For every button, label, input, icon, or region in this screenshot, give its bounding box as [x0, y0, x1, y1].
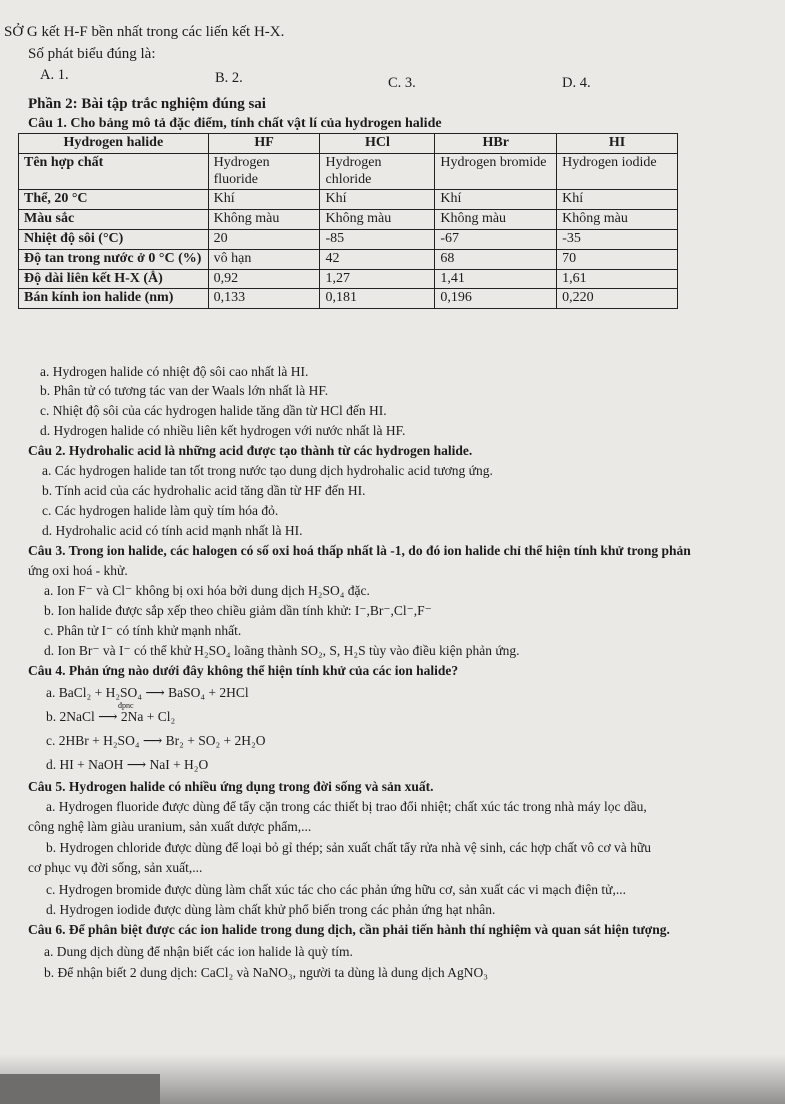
table-header: HI [557, 134, 678, 154]
intro-line: SỞ G kết H-F bền nhất trong các liến kết H-X. [4, 24, 285, 40]
page-shadow-corner [0, 1074, 160, 1104]
table-row [19, 249, 678, 269]
q6-title: Câu 6. Để phân biệt được các ion halide trong dung dịch, cần phải tiến hành thí nghiệm và quan sát hiện tượng. [28, 922, 670, 937]
table-cell: 0,133 [208, 289, 320, 309]
table-row-label: Tên hợp chất [19, 153, 209, 190]
q2-statement-c: c. Các hydrogen halide làm quỳ tím hóa đỏ. [42, 503, 279, 518]
q2-statement-b: b. Tính acid của các hydrohalic acid tăng dần từ HF đến HI. [42, 483, 366, 498]
q4-reaction-b: b. 2NaCl ⟶ 2Na + Cl₂ [46, 709, 176, 724]
table-cell: Không màu [435, 210, 557, 230]
table-cell: 0,92 [208, 269, 320, 289]
table-cell: 1,41 [435, 269, 557, 289]
table-row [19, 289, 678, 309]
q4-reaction-b-condition: đpnc [118, 701, 134, 710]
hydrogen-halide-table [18, 133, 678, 309]
table-header-row [19, 134, 678, 154]
option-c: C. 3. [388, 75, 416, 91]
q6-statement-b: b. Để nhận biết 2 dung dịch: CaCl₂ và NaNO₃, người ta dùng là dung dịch AgNO₃ [44, 965, 489, 980]
q3-statement-d: d. Ion Br⁻ và I⁻ có thể khử H₂SO₄ loãng thành SO₂, S, H₂S tùy vào điều kiện phản ứng. [44, 643, 520, 658]
q3-title-line1: Câu 3. Trong ion halide, các halogen có số oxi hoá thấp nhất là -1, do đó ion halide chỉ thể hiện tính khử trong phản [28, 543, 691, 558]
q4-title: Câu 4. Phản ứng nào dưới đây không thể hiện tính khử của các ion halide? [28, 663, 459, 678]
table-cell: -67 [435, 229, 557, 249]
q4-reaction-c: c. 2HBr + H₂SO₄ ⟶ Br₂ + SO₂ + 2H₂O [46, 733, 266, 748]
option-a: A. 1. [40, 67, 69, 83]
q3-statement-b: b. Ion halide được sắp xếp theo chiều giảm dần tính khử: I⁻,Br⁻,Cl⁻,F⁻ [44, 603, 432, 618]
table-row [19, 210, 678, 230]
q2-statement-d: d. Hydrohalic acid có tính acid mạnh nhất là HI. [42, 523, 303, 538]
table-row-label: Màu sắc [19, 210, 209, 230]
q4-reaction-a: a. BaCl₂ + H₂SO₄ ⟶ BaSO₄ + 2HCl [46, 685, 249, 700]
table-cell: Khí [435, 190, 557, 210]
q5-statement-b-line2: cơ phục vụ đời sống, sản xuất,... [28, 860, 203, 875]
table-cell: Hydrogen fluoride [208, 153, 320, 190]
q1-statement-d: d. Hydrogen halide có nhiều liên kết hydrogen với nước nhất là HF. [40, 423, 406, 438]
table-cell: 0,196 [435, 289, 557, 309]
table-cell: 42 [320, 249, 435, 269]
q6-statement-a: a. Dung dịch dùng để nhận biết các ion halide là quỳ tím. [44, 944, 353, 959]
q3-statement-c: c. Phân tử I⁻ có tính khử mạnh nhất. [44, 623, 242, 638]
table-cell: Khí [208, 190, 320, 210]
q1-statement-a: a. Hydrogen halide có nhiệt độ sôi cao nhất là HI. [40, 364, 309, 379]
q3-title-line2: ứng oxi hoá - khử. [28, 563, 128, 578]
table-row [19, 153, 678, 190]
table-cell: -85 [320, 229, 435, 249]
table-cell: -35 [557, 229, 678, 249]
count-line: Số phát biểu đúng là: [28, 46, 156, 62]
q1-title: Câu 1. Cho bảng mô tả đặc điểm, tính chất vật lí của hydrogen halide [28, 116, 442, 131]
table-header: HF [208, 134, 320, 154]
q2-title: Câu 2. Hydrohalic acid là những acid được tạo thành từ các hydrogen halide. [28, 443, 473, 458]
table-row-label: Nhiệt độ sôi (°C) [19, 229, 209, 249]
table-cell: Không màu [320, 210, 435, 230]
option-b: B. 2. [215, 70, 243, 86]
table-cell: vô hạn [208, 249, 320, 269]
q1-statement-b: b. Phân tử có tương tác van der Waals lớn nhất là HF. [40, 383, 329, 398]
table-cell: Hydrogen bromide [435, 153, 557, 190]
table-cell: 70 [557, 249, 678, 269]
table-cell: Hydrogen iodide [557, 153, 678, 190]
q5-title: Câu 5. Hydrogen halide có nhiều ứng dụng trong đời sống và sản xuất. [28, 779, 434, 794]
q5-statement-a-line1: a. Hydrogen fluoride được dùng để tẩy cặn trong các thiết bị trao đổi nhiệt; chất xúc tác trong nhà máy lọc dầu, [46, 799, 647, 814]
q2-statement-a: a. Các hydrogen halide tan tốt trong nước tạo dung dịch hydrohalic acid tương ứng. [42, 463, 493, 478]
table-row [19, 269, 678, 289]
table-row-label: Thể, 20 °C [19, 190, 209, 210]
table-cell: Hydrogen chloride [320, 153, 435, 190]
table-row-label: Bán kính ion halide (nm) [19, 289, 209, 309]
q5-statement-d: d. Hydrogen iodide được dùng làm chất khử phổ biến trong các phản ứng hạt nhân. [46, 902, 496, 917]
table-cell: 20 [208, 229, 320, 249]
table-cell: 1,61 [557, 269, 678, 289]
table-header: HBr [435, 134, 557, 154]
table-row-label: Độ tan trong nước ở 0 °C (%) [19, 249, 209, 269]
table-header: HCl [320, 134, 435, 154]
option-d: D. 4. [562, 75, 591, 91]
table-row-label: Độ dài liên kết H-X (Å) [19, 269, 209, 289]
table-cell: Khí [320, 190, 435, 210]
table-cell: 68 [435, 249, 557, 269]
table-cell: Không màu [208, 210, 320, 230]
table-header: Hydrogen halide [19, 134, 209, 154]
q5-statement-b-line1: b. Hydrogen chloride được dùng để loại bỏ gỉ thép; sản xuất chất tẩy rửa nhà vệ sinh, các hợp chất vô cơ và hữu [46, 840, 651, 855]
table-cell: 0,220 [557, 289, 678, 309]
part2-heading: Phần 2: Bài tập trắc nghiệm đúng sai [28, 96, 266, 112]
table-row [19, 190, 678, 210]
table-cell: 0,181 [320, 289, 435, 309]
q5-statement-c: c. Hydrogen bromide được dùng làm chất xúc tác cho các phản ứng hữu cơ, sản xuất các vi mạch điện tử,... [46, 882, 626, 897]
table-cell: Không màu [557, 210, 678, 230]
q5-statement-a-line2: công nghệ làm giàu uranium, sản xuất dược phẩm,... [28, 819, 312, 834]
q3-statement-a: a. Ion F⁻ và Cl⁻ không bị oxi hóa bởi dung dịch H₂SO₄ đặc. [44, 583, 370, 598]
table-cell: 1,27 [320, 269, 435, 289]
q1-statement-c: c. Nhiệt độ sôi của các hydrogen halide tăng dần từ HCl đến HI. [40, 403, 387, 418]
table-row [19, 229, 678, 249]
q4-reaction-d: d. HI + NaOH ⟶ NaI + H₂O [46, 757, 209, 772]
table-cell: Khí [557, 190, 678, 210]
